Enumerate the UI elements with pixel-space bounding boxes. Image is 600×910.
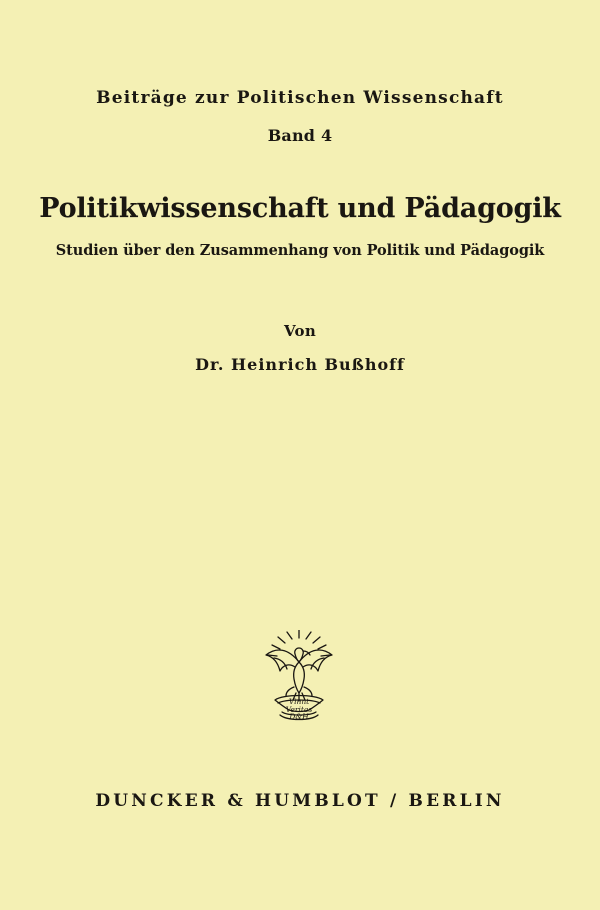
book-subtitle: Studien über den Zusammenhang von Politik und Pädagogik bbox=[55, 242, 545, 259]
svg-text:Veritas: Veritas bbox=[285, 705, 313, 714]
author-prefix: Von bbox=[283, 322, 317, 340]
svg-text:Vinnt: Vinnt bbox=[288, 697, 310, 706]
publisher-imprint: DUNCKER & HUMBLOT / BERLIN bbox=[95, 791, 505, 811]
publisher-emblem bbox=[258, 630, 340, 728]
volume-number: Band 4 bbox=[267, 126, 333, 145]
svg-text:D&H: D&H bbox=[289, 712, 309, 721]
book-title: Politikwissenschaft und Pädagogik bbox=[39, 193, 561, 224]
author-name: Dr. Heinrich Bußhoff bbox=[195, 355, 405, 374]
series-title: Beiträge zur Politischen Wissenschaft bbox=[96, 88, 504, 108]
eagle-emblem-icon bbox=[258, 630, 340, 728]
